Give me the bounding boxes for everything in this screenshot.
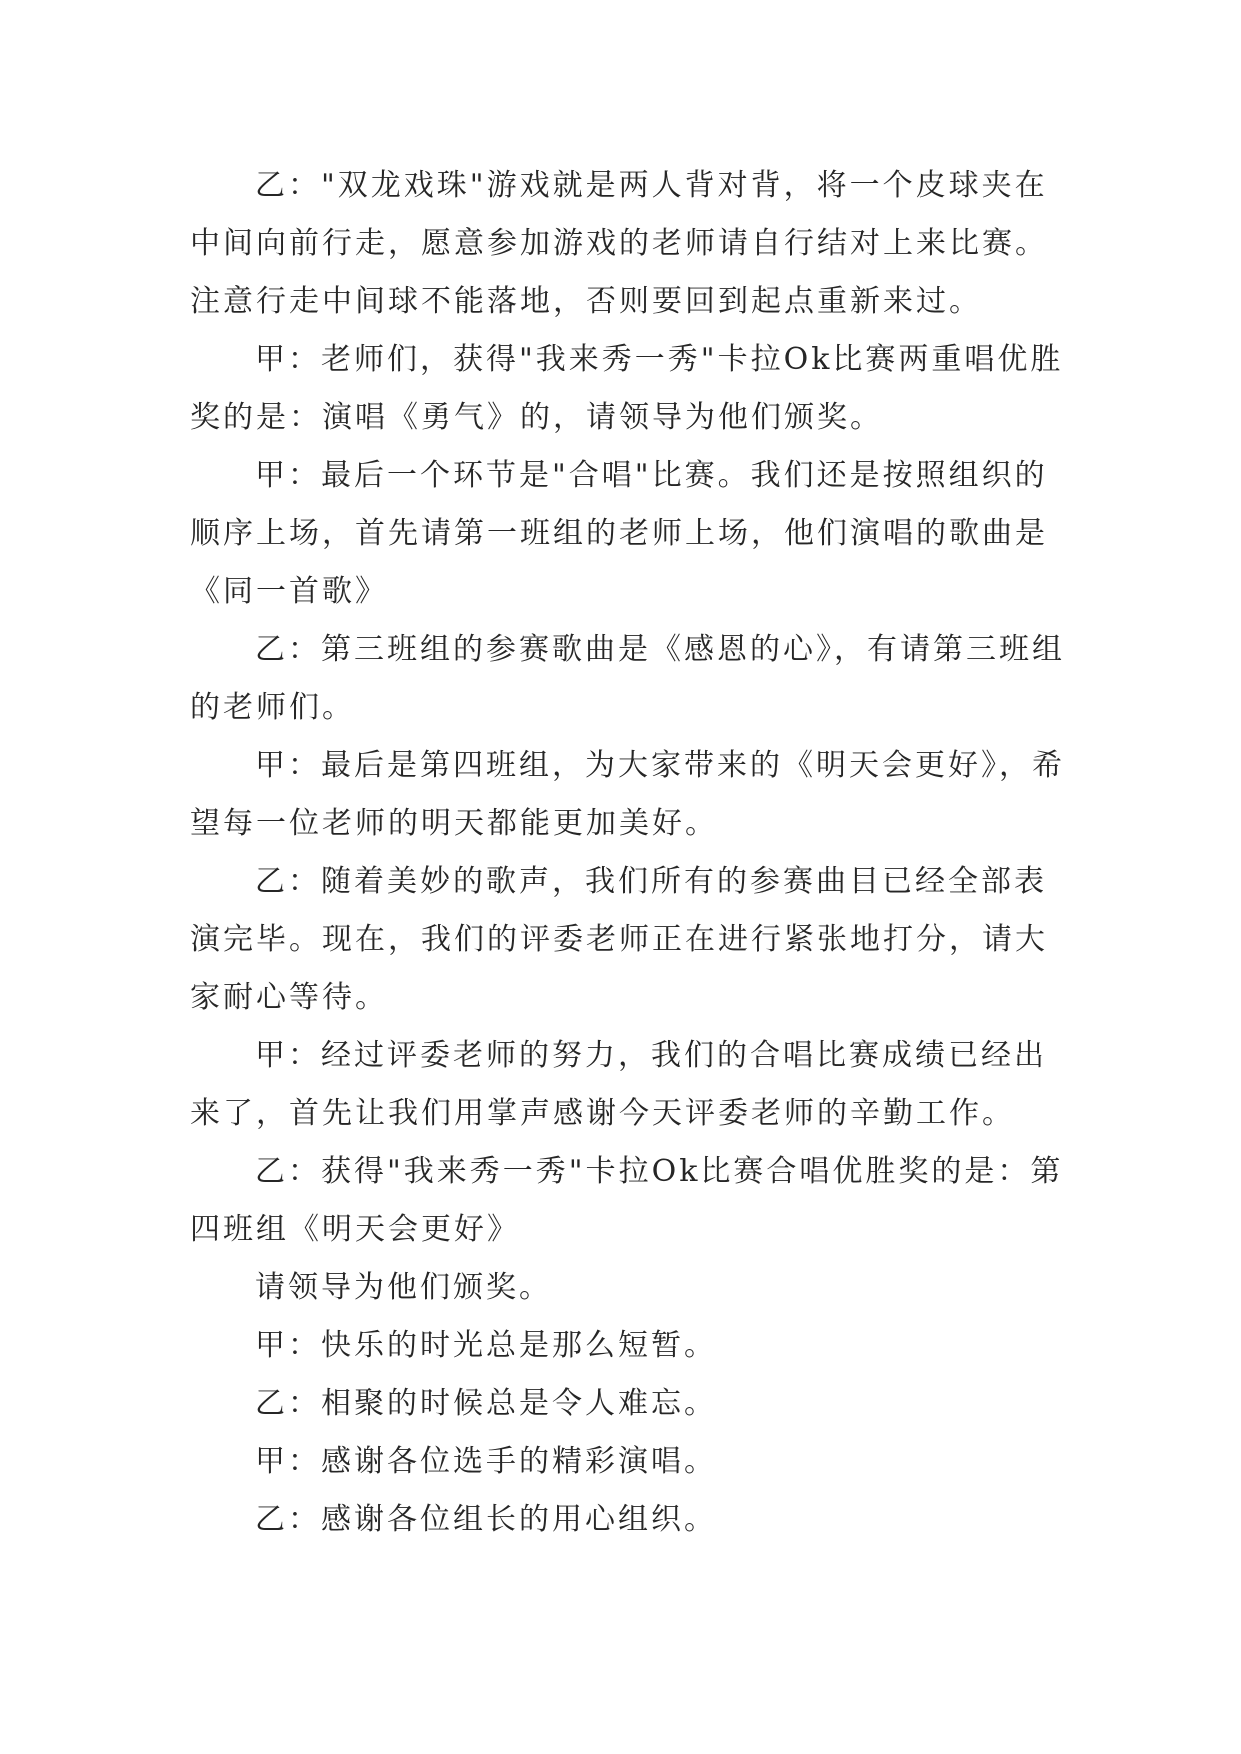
paragraph: 请领导为他们颁奖。 [255, 1270, 552, 1305]
paragraph: 甲：经过评委老师的努力，我们的合唱比赛成绩已经出来了，首先让我们用掌声感谢今天评委老师的辛勤工作。 [190, 1038, 1047, 1131]
paragraph: 甲：快乐的时光总是那么短暂。 [255, 1328, 717, 1363]
paragraph: 乙：第三班组的参赛歌曲是《感恩的心》，有请第三班组的老师们。 [190, 632, 1065, 725]
paragraph: 甲：最后一个环节是"合唱"比赛。我们还是按照组织的顺序上场，首先请第一班组的老师上场，他们演唱的歌曲是《同一首歌》 [190, 458, 1048, 609]
paragraph: 乙："双龙戏珠"游戏就是两人背对背，将一个皮球夹在中间向前行走，愿意参加游戏的老师请自行结对上来比赛。注意行走中间球不能落地，否则要回到起点重新来过。 [190, 168, 1048, 319]
paragraph: 乙：相聚的时候总是令人难忘。 [255, 1386, 717, 1421]
paragraph: 乙：感谢各位组长的用心组织。 [255, 1502, 717, 1537]
paragraph: 甲：最后是第四班组，为大家带来的《明天会更好》，希望每一位老师的明天都能更加美好。 [190, 748, 1065, 841]
paragraph: 甲：感谢各位选手的精彩演唱。 [255, 1444, 717, 1479]
paragraph: 甲：老师们，获得"我来秀一秀"卡拉Ok比赛两重唱优胜奖的是：演唱《勇气》的，请领导为他们颁奖。 [190, 342, 1064, 435]
document-body [190, 157, 1070, 1549]
paragraph: 乙：随着美妙的歌声，我们所有的参赛曲目已经全部表演完毕。现在，我们的评委老师正在进行紧张地打分，请大家耐心等待。 [190, 864, 1048, 1015]
paragraph: 乙：获得"我来秀一秀"卡拉Ok比赛合唱优胜奖的是：第四班组《明天会更好》 [190, 1154, 1064, 1247]
